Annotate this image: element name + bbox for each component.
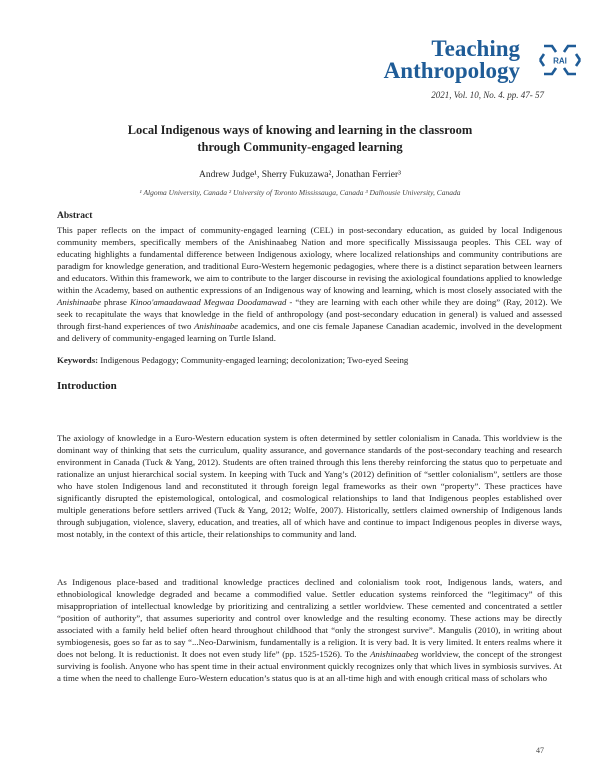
introduction-heading: Introduction: [57, 380, 117, 392]
title-line-1: Local Indigenous ways of knowing and learning in the classroom: [127, 123, 473, 137]
intro-paragraph-2: [57, 576, 562, 684]
abstract-term-1: Anishinaabe: [57, 297, 101, 307]
title-line-2: through Community-engaged learning: [197, 140, 403, 154]
affiliations: ¹ Algoma University, Canada ² University of Toronto Mississauga, Canada ³ Dalhousie University, Canada: [139, 188, 461, 197]
p2-term: Anishinaabeg: [370, 649, 419, 659]
abstract-part-b: phrase: [100, 297, 130, 307]
p2-part-b: worldview, the concept of the strongest surviving is foolish. Anyone who has spent time in their actual environment quickly recognizes only that which lives in symbiosis survives. At a time when the need to challenge Euro-Western education’s status quo is at an all-time high and with enough critical mass of scholars who: [57, 649, 563, 683]
p2-part-a: As Indigenous place-based and traditional knowledge practices declined and colonialism took root, Indigenous lands, waters, and ethnobiological knowledge degraded and became a commodified value. Settler education systems reinforced the “legitimacy” of this misappropriation of intellectual knowledge by prioritizing and centralizing a settler worldview. These cemented and concentrated a settler “position of authority”, that assumes superiority and control over knowledge and the resulting economy. These actions may be directly associated with a family held belief often heard throughout childhood that “only the strongest survive”. Mangulis (2010), in writing about symbiogenesis, goes so far as to say “...Neo-Darwinism, fundamentally is a religion. It is very bad. It is very limited. It enters realms where it does not belong. It is reductionist. It does not even study life” (pp. 1525-1526). To the: [57, 577, 562, 659]
journal-masthead: [344, 36, 584, 86]
intro-paragraph-1: The axiology of knowledge in a Euro-Western education system is often determined by settler colonialism in Canada. This worldview is the dominant way of thinking that sets the curriculum, quality assurance, and governance standards of the post-secondary teaching and research environment in Canada (Tuck & Yang, 2012). Students are often trained through this lens thereby reinforcing the status quo to perpetuate and rationalize an unjust hierarchical social system. In keeping with Tuck and Yang’s (2012) definition of “settler colonialism”, settlers are those who have stolen Indigenous land and reconstituted it through foreign legal frameworks as their own “property”. These practices have significantly disrupted the epistemological, ontological, and cosmological relationships to land that Indigenous peoples established over multiple generations before settlers arrived (Tuck & Yang, 2012; Wolfe, 2007). Historically, settlers claimed ownership of Indigenous lands through subjugation, violence, slavery, education, and treaties, all of which have and continue to impact Indigenous peoples in diverse ways, most notably, in the context of this article, their relationships to community and land.: [57, 433, 562, 539]
abstract-part-c: - “they are learning with each other while they are doing” (Ray, 2012). We seek to recapitulate the ways that knowledge in the field of anthropology (and post-secondary education in general) is valued and assessed through first-hand experiences of two: [57, 297, 562, 331]
rai-logo-icon: [536, 40, 584, 80]
keywords: [57, 354, 562, 366]
keywords-text: Indigenous Pedagogy; Community-engaged learning; decolonization; Two-eyed Seeing: [98, 355, 409, 365]
journal-name-line2: Anthropology: [383, 58, 520, 83]
abstract-term-2: Kinoo'amaadawaad Megwaa Doodamawad: [129, 297, 287, 307]
authors: Andrew Judge¹, Sherry Fukuzawa², Jonathan Ferrier³: [199, 170, 401, 180]
abstract-heading: Abstract: [57, 211, 93, 221]
article-title: [0, 122, 600, 156]
keywords-label: Keywords:: [57, 355, 99, 365]
abstract-part-a: This paper reflects on the impact of community-engaged learning (CEL) in post-secondary education, as guided by local Indigenous community members, specifically members of the Anishinaabeg Nation and more specifically Mississauga peoples. This CEL way of educating highlights a fundamental difference between Indigenous axiology, where localized relationships and community contributions are paradigm for knowledge generation, and traditional Euro-Western hegemonic pedagogies, where there is a distinct separation between learners and educators. Within this framework, we aim to contribute to the larger discourse in revising the axiological foundations applied to knowledge within the Academy, based on authentic expressions of an Indigenous way of knowing and learning, which is most closely associated with the: [57, 225, 563, 295]
abstract-term-3: Anishinaabe: [194, 321, 239, 331]
journal-name-line1: Teaching: [431, 36, 520, 61]
abstract-text: [57, 224, 562, 344]
issue-info: 2021, Vol. 10, No. 4. pp. 47- 57: [431, 90, 544, 100]
logo-text: RAI: [553, 56, 567, 66]
page-number: 47: [536, 746, 544, 755]
abstract-part-d: academics, and one cis female Japanese Canadian academic, involved in the development and delivery of community-engaged learning on Turtle Island.: [57, 321, 562, 343]
